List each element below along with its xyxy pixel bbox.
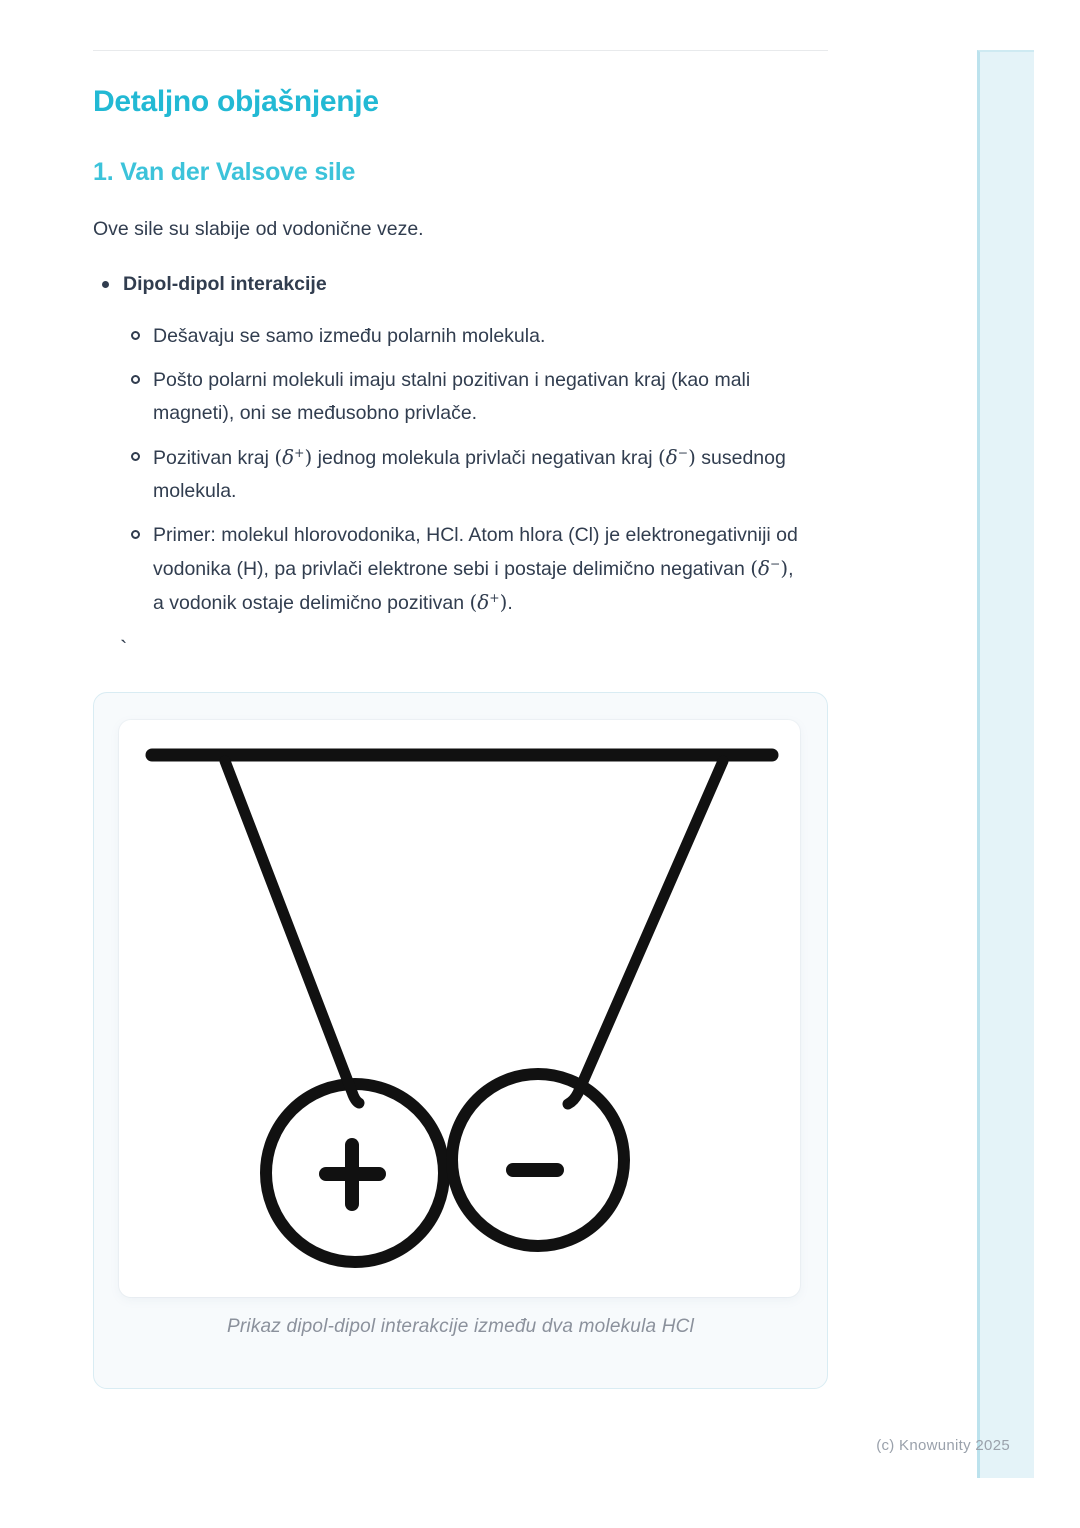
sub-list-item — [131, 519, 803, 620]
sub-bullet-list — [131, 320, 828, 620]
sub-list-item-text: Pošto polarni molekuli imaju stalni pozitivan i negativan kraj (kao mali magneti), oni se međusobno privlače. — [153, 369, 751, 424]
dipole-diagram — [119, 720, 800, 1297]
sub-list-item — [131, 441, 803, 508]
sub-list-item — [131, 320, 803, 353]
list-item-label: Dipol-dipol interakcije — [123, 273, 327, 295]
sub-list-item-text: Primer: molekul hlorovodonika, HCl. Atom hlora (Cl) je elektronegativniji od vodonika (H), pa privlači elektrone sebi i postaje delimično negativan (δ−), a vodonik ostaje delimično pozitivan (δ+). — [153, 524, 798, 614]
delta-math-expression: (δ−) — [658, 446, 696, 469]
delta-math-expression: (δ+) — [274, 446, 313, 469]
right-string — [568, 761, 723, 1104]
document-page — [93, 0, 828, 1389]
sub-list-item — [131, 364, 803, 430]
sub-list-item-text: Pozitivan kraj (δ+) jednog molekula privlači negativan kraj (δ−) susednog molekula. — [153, 446, 786, 502]
figure-caption: Prikaz dipol-dipol interakcije između dva molekula HCl — [227, 1316, 694, 1337]
figure-image — [119, 720, 800, 1297]
left-string — [225, 761, 359, 1103]
page-title: Detaljno objašnjenje — [93, 85, 379, 118]
right-accent-strip — [977, 50, 1034, 1478]
delta-math-expression: (δ−) — [750, 557, 789, 580]
copyright-note: (c) Knowunity 2025 — [876, 1437, 1010, 1454]
bullet-circle-icon — [131, 375, 140, 384]
top-divider — [93, 50, 828, 51]
negative-charge-circle — [452, 1074, 624, 1246]
subsection-heading: 1. Van der Valsove sile — [93, 158, 356, 186]
list-item — [102, 270, 828, 298]
stray-character: ` — [120, 636, 128, 661]
bullet-circle-icon — [131, 452, 140, 461]
intro-paragraph: Ove sile su slabije od vodonične veze. — [93, 218, 424, 240]
sub-list-item-text: Dešavaju se samo između polarnih molekula. — [153, 325, 546, 347]
figure-card — [93, 692, 828, 1389]
delta-math-expression: (δ+) — [469, 591, 508, 614]
bullet-circle-icon — [131, 530, 140, 539]
bullet-circle-icon — [131, 331, 140, 340]
bullet-disc-icon — [102, 281, 109, 288]
